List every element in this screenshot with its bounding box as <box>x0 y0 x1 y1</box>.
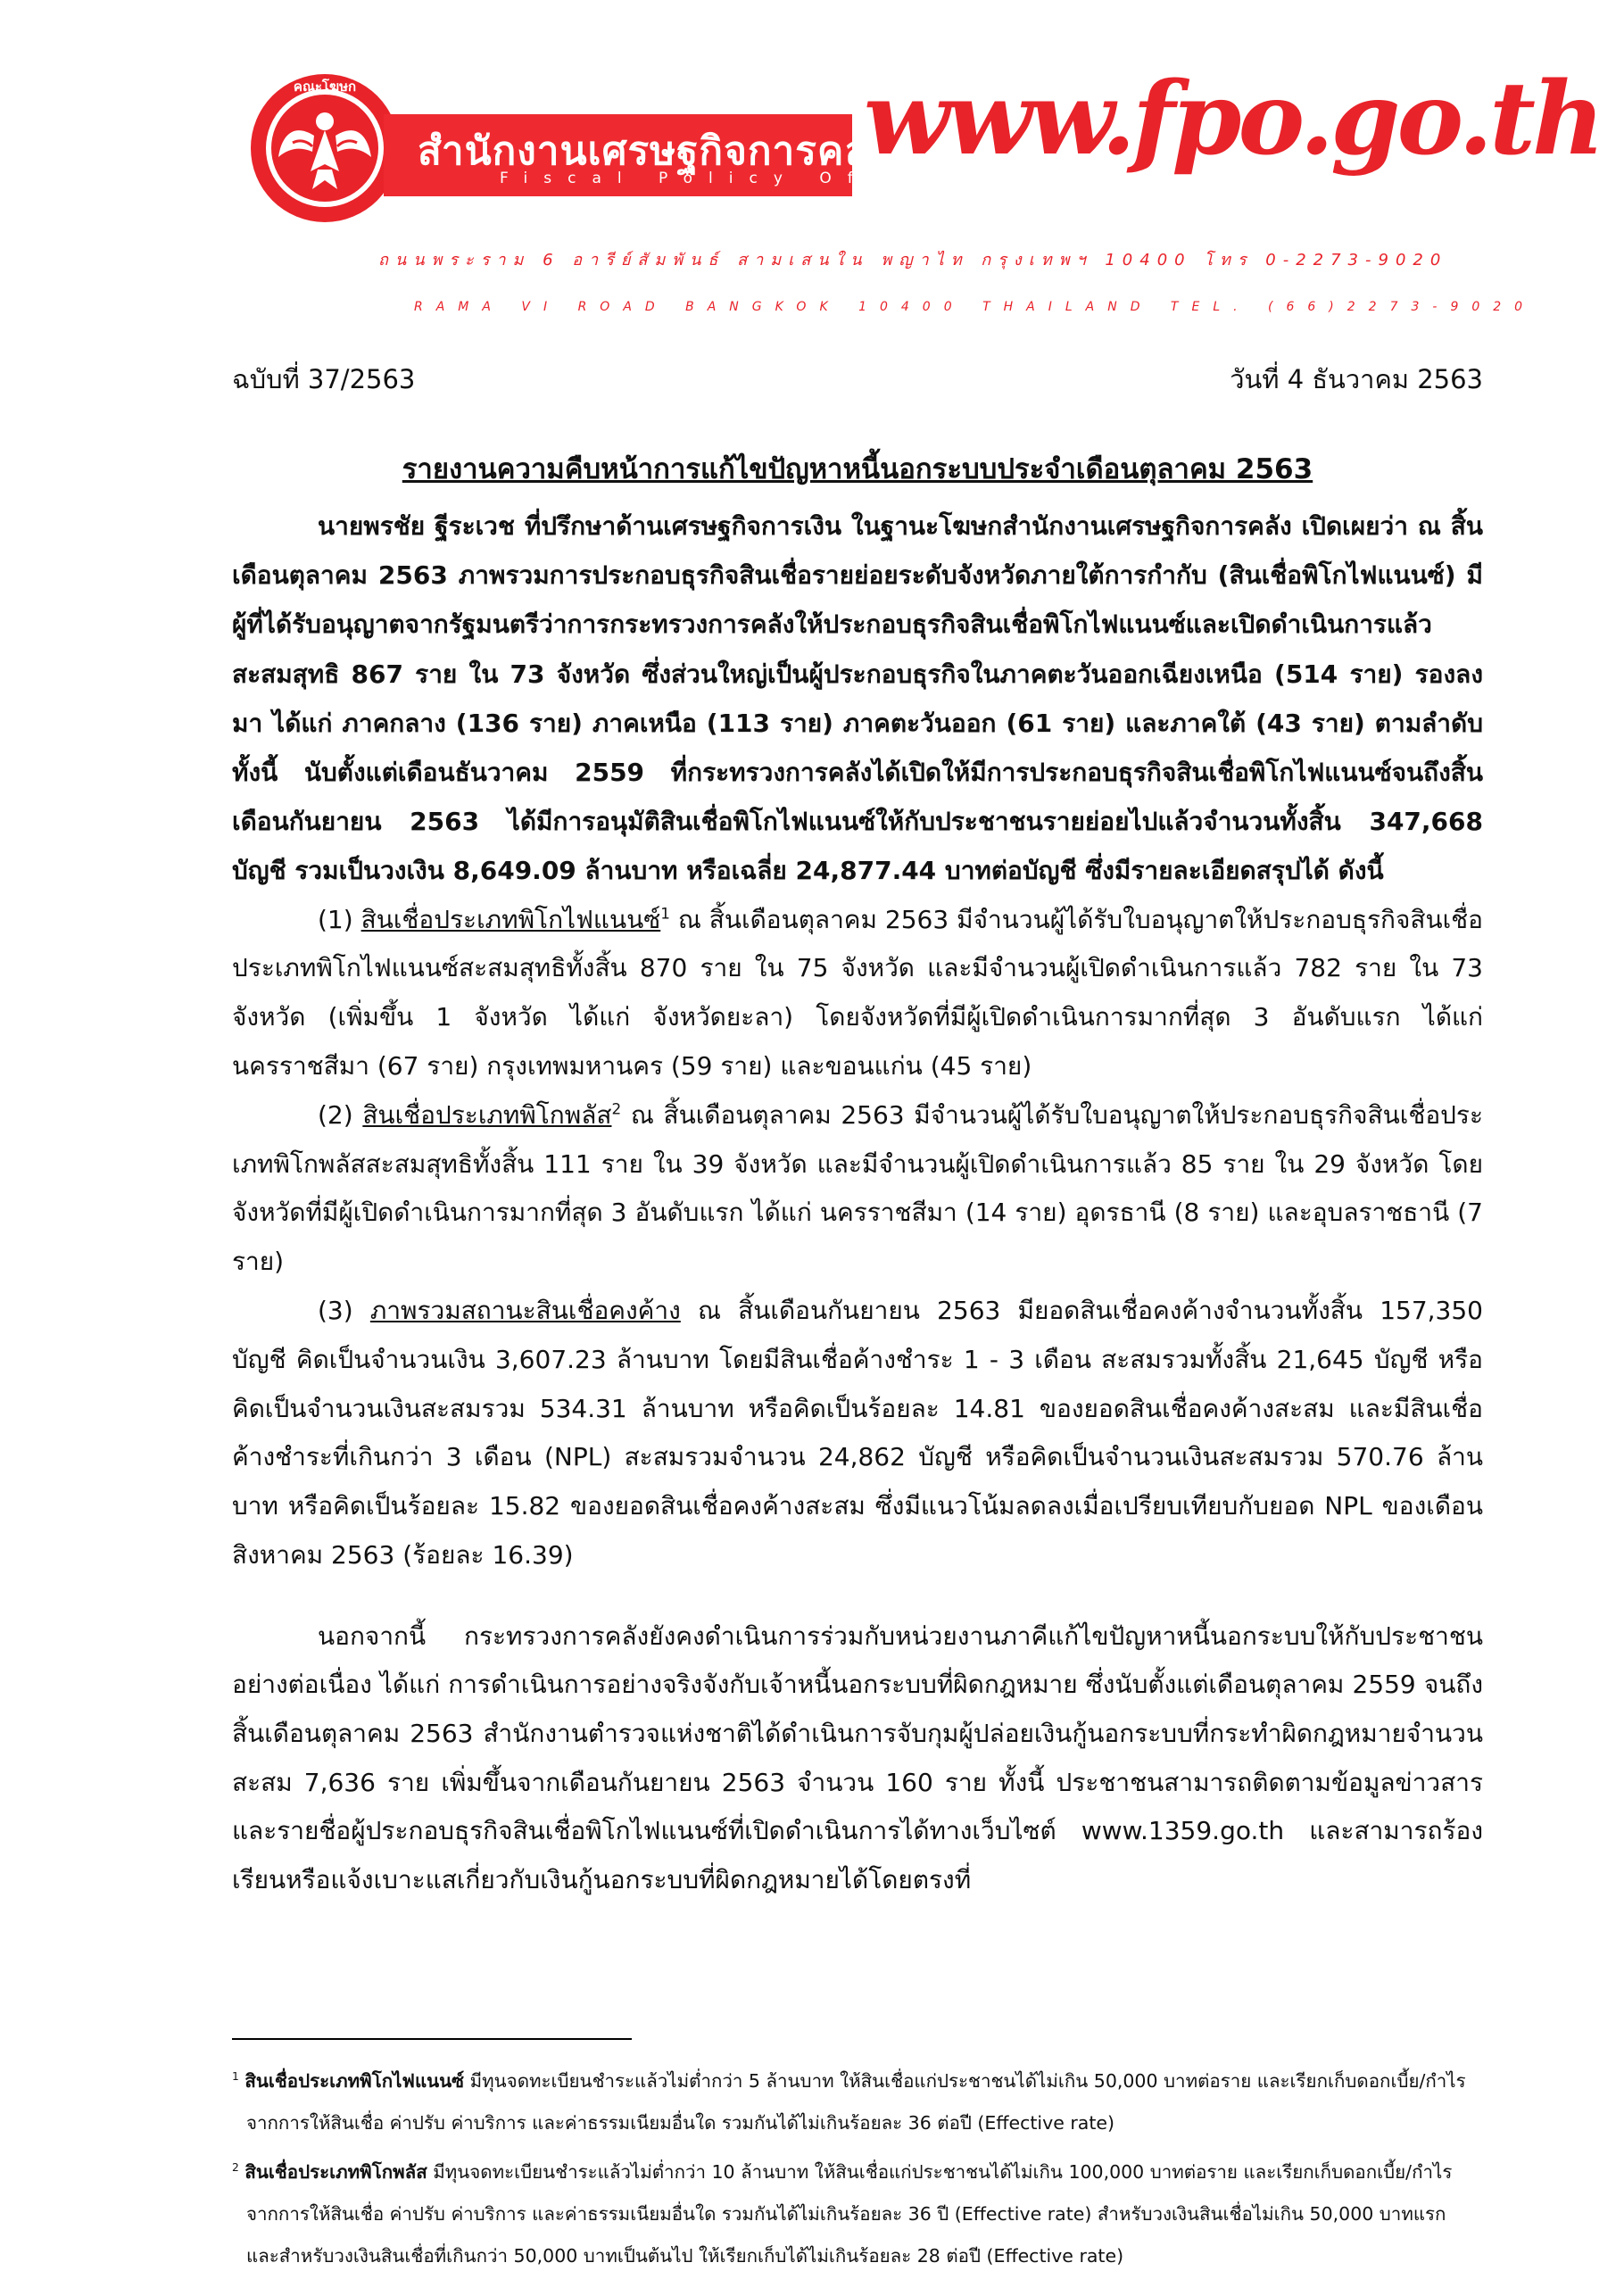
item-body: ณ สิ้นเดือนกันยายน 2563 มียอดสินเชื่อคงค้างจำนวนทั้งสิ้น 157,350 บัญชี คิดเป็นจำนวนเงิน 3,607.23 ล้านบาท โดยมีสินเชื่อค้างชำระ 1 - 3 เดือน สะสมรวมทั้งสิ้น 21,645 บัญชี หรือคิดเป็นจำนวนเงินสะสมรวม 534.31 ล้านบาท หรือคิดเป็นร้อยละ 14.81 ของยอดสินเชื่อคงค้างสะสม และมีสินเชื่อค้างชำระที่เกินกว่า 3 เดือน (NPL) สะสมรวมจำนวน 24,862 บัญชี หรือคิดเป็นจำนวนเงินสะสมรวม 570.76 ล้านบาท หรือคิดเป็นร้อยละ 15.82 ของยอดสินเชื่อคงค้างสะสม ซึ่งมีแนวโน้มลดลงเมื่อเปรียบเทียบกับยอด NPL ของเดือนสิงหาคม 2563 (ร้อยละ 16.39) <box>232 1296 1483 1570</box>
footnote-2 <box>232 2151 1483 2277</box>
paragraph-gap <box>232 1580 1483 1612</box>
footnote-text: มีทุนจดทะเบียนชำระแล้วไม่ต่ำกว่า 5 ล้านบาท ให้สินเชื่อแก่ประชาชนได้ไม่เกิน 50,000 บาทต่อราย และเรียกเก็บดอกเบี้ย/กำไรจากการให้สินเชื่อ ค่าปรับ ค่าบริการ และค่าธรรมเนียมอื่นใด รวมกันได้ไม่เกินร้อยละ 36 ต่อปี (Effective rate) <box>246 2070 1466 2134</box>
seal-text: คณะโฆษก <box>293 79 357 95</box>
footnote-ref: 2 <box>611 1099 622 1118</box>
fpo-seal-logo <box>248 71 402 225</box>
item-number: (2) <box>318 1099 353 1130</box>
item-outstanding-credit <box>232 1287 1483 1580</box>
item-body: ณ สิ้นเดือนตุลาคม 2563 มีจำนวนผู้ได้รับใบอนุญาตให้ประกอบธุรกิจสินเชื่อประเภทพิโกพลัสสะสมสุทธิทั้งสิ้น 111 ราย ใน 39 จังหวัด และมีจำนวนผู้เปิดดำเนินการแล้ว 85 ราย ใน 29 จังหวัด โดยจังหวัดที่มีผู้เปิดดำเนินการมากที่สุด 3 อันดับแรก ได้แก่ นครราชสีมา (14 ราย) อุดรธานี (8 ราย) และอุบลราชธานี (7 ราย) <box>232 1099 1483 1277</box>
document-title: รายงานความคืบหน้าการแก้ไขปัญหาหนี้นอกระบบประจำเดือนตุลาคม 2563 <box>402 453 1313 485</box>
item-heading: สินเชื่อประเภทพิโกพลัส <box>362 1099 612 1130</box>
closing-paragraph: นอกจากนี้ กระทรวงการคลังยังคงดำเนินการร่วมกับหน่วยงานภาคีแก้ไขปัญหาหนี้นอกระบบให้กับประชาชนอย่างต่อเนื่อง ได้แก่ การดำเนินการอย่างจริงจังกับเจ้าหนี้นอกระบบที่ผิดกฎหมาย ซึ่งนับตั้งแต่เดือนตุลาคม 2559 จนถึงสิ้นเดือนตุลาคม 2563 สำนักงานตำรวจแห่งชาติได้ดำเนินการจับกุมผู้ปล่อยเงินกู้นอกระบบที่กระทำผิดกฎหมายจำนวนสะสม 7,636 ราย เพิ่มขึ้นจากเดือนกันยายน 2563 จำนวน 160 ราย ทั้งนี้ ประชาชนสามารถติดตามข้อมูลข่าวสารและรายชื่อผู้ประกอบธุรกิจสินเชื่อพิโกไฟแนนซ์ที่เปิดดำเนินการได้ทางเว็บไซต์ www.1359.go.th และสามารถร้องเรียนหรือแจ้งเบาะแสเกี่ยวกับเงินกู้นอกระบบที่ผิดกฎหมายได้โดยตรงที่ <box>232 1620 1483 1894</box>
document-number: ฉบับที่ 37/2563 <box>232 364 416 394</box>
footnote-text: มีทุนจดทะเบียนชำระแล้วไม่ต่ำกว่า 10 ล้านบาท ให้สินเชื่อแก่ประชาชนได้ไม่เกิน 100,000 บาทต่อราย และเรียกเก็บดอกเบี้ย/กำไรจากการให้สินเชื่อ ค่าปรับ ค่าบริการ และค่าธรรมเนียมอื่นใด รวมกันได้ไม่เกินร้อยละ 36 ปี (Effective rate) สำหรับวงเงินสินเชื่อไม่เกิน 50,000 บาทแรก และสำหรับวงเงินสินเชื่อที่เกินกว่า 50,000 บาทเป็นต้นไป ให้เรียกเก็บได้ไม่เกินร้อยละ 28 ต่อปี (Effective rate) <box>246 2161 1453 2267</box>
lead-paragraph: นายพรชัย ฐีระเวช ที่ปรึกษาด้านเศรษฐกิจการเงิน ในฐานะโฆษกสำนักงานเศรษฐกิจการคลัง เปิดเผยว่า ณ สิ้นเดือนตุลาคม 2563 ภาพรวมการประกอบธุรกิจสินเชื่อรายย่อยระดับจังหวัดภายใต้การกำกับ (สินเชื่อพิโกไฟแนนซ์) มีผู้ที่ได้รับอนุญาตจากรัฐมนตรีว่าการกระทรวงการคลังให้ประกอบธุรกิจสินเชื่อพิโกไฟแนนซ์และเปิดดำเนินการแล้วสะสมสุทธิ 867 ราย ใน 73 จังหวัด ซึ่งส่วนใหญ่เป็นผู้ประกอบธุรกิจในภาคตะวันออกเฉียงเหนือ (514 ราย) รองลงมา ได้แก่ ภาคกลาง (136 ราย) ภาคเหนือ (113 ราย) ภาคตะวันออก (61 ราย) และภาคใต้ (43 ราย) ตามลำดับ ทั้งนี้ นับตั้งแต่เดือนธันวาคม 2559 ที่กระทรวงการคลังได้เปิดให้มีการประกอบธุรกิจสินเชื่อพิโกไฟแนนซ์จนถึงสิ้นเดือนกันยายน 2563 ได้มีการอนุมัติสินเชื่อพิโกไฟแนนซ์ให้กับประชาชนรายย่อยไปแล้วจำนวนทั้งสิ้น 347,668 บัญชี รวมเป็นวงเงิน 8,649.09 ล้านบาท หรือเฉลี่ย 24,877.44 บาทต่อบัญชี ซึ่งมีรายละเอียดสรุปได้ ดังนี้ <box>232 511 1483 886</box>
org-name-english: Fiscal Policy Office <box>500 170 961 187</box>
document-date: วันที่ 4 ธันวาคม 2563 <box>1230 364 1483 394</box>
footnote-ref: 1 <box>660 904 670 923</box>
item-heading: สินเชื่อประเภทพิโกไฟแนนซ์ <box>360 904 661 934</box>
website-logo: www.fpo.go.th <box>864 61 1602 178</box>
item-picofinance <box>232 896 1483 1091</box>
footnote-marker: 1 <box>232 2070 239 2084</box>
footnote-term: สินเชื่อประเภทพิโกไฟแนนซ์ <box>244 2070 465 2092</box>
footnote-marker: 2 <box>232 2161 239 2175</box>
item-number: (1) <box>318 904 353 934</box>
item-heading: ภาพรวมสถานะสินเชื่อคงค้าง <box>369 1296 681 1325</box>
footnote-divider <box>232 2038 632 2040</box>
address-english: RAMA VI ROAD BANGKOK 10400 THAILAND TEL. (66)2273-9020 <box>414 300 1537 314</box>
item-picoplus <box>232 1091 1483 1287</box>
document-body <box>232 501 1483 1904</box>
item-body: ณ สิ้นเดือนตุลาคม 2563 มีจำนวนผู้ได้รับใบอนุญาตให้ประกอบธุรกิจสินเชื่อประเภทพิโกไฟแนนซ์สะสมสุทธิทั้งสิ้น 870 ราย ใน 75 จังหวัด และมีจำนวนผู้เปิดดำเนินการแล้ว 782 ราย ใน 73 จังหวัด (เพิ่มขึ้น 1 จังหวัด ได้แก่ จังหวัดยะลา) โดยจังหวัดที่มีผู้เปิดดำเนินการมากที่สุด 3 อันดับแรก ได้แก่ นครราชสีมา (67 ราย) กรุงเทพมหานคร (59 ราย) และขอนแก่น (45 ราย) <box>232 904 1483 1082</box>
footnote-1 <box>232 2060 1483 2144</box>
address-thai: ถนนพระราม 6 อารีย์สัมพันธ์ สามเสนใน พญาไท กรุงเทพฯ 10400 โทร 0-2273-9020 <box>378 251 1448 269</box>
footnotes <box>232 2060 1483 2284</box>
footnote-term: สินเชื่อประเภทพิโกพลัส <box>244 2161 427 2183</box>
letterhead <box>0 0 1624 339</box>
item-number: (3) <box>318 1296 353 1325</box>
org-name-thai: สำนักงานเศรษฐกิจการคลัง <box>418 128 890 174</box>
